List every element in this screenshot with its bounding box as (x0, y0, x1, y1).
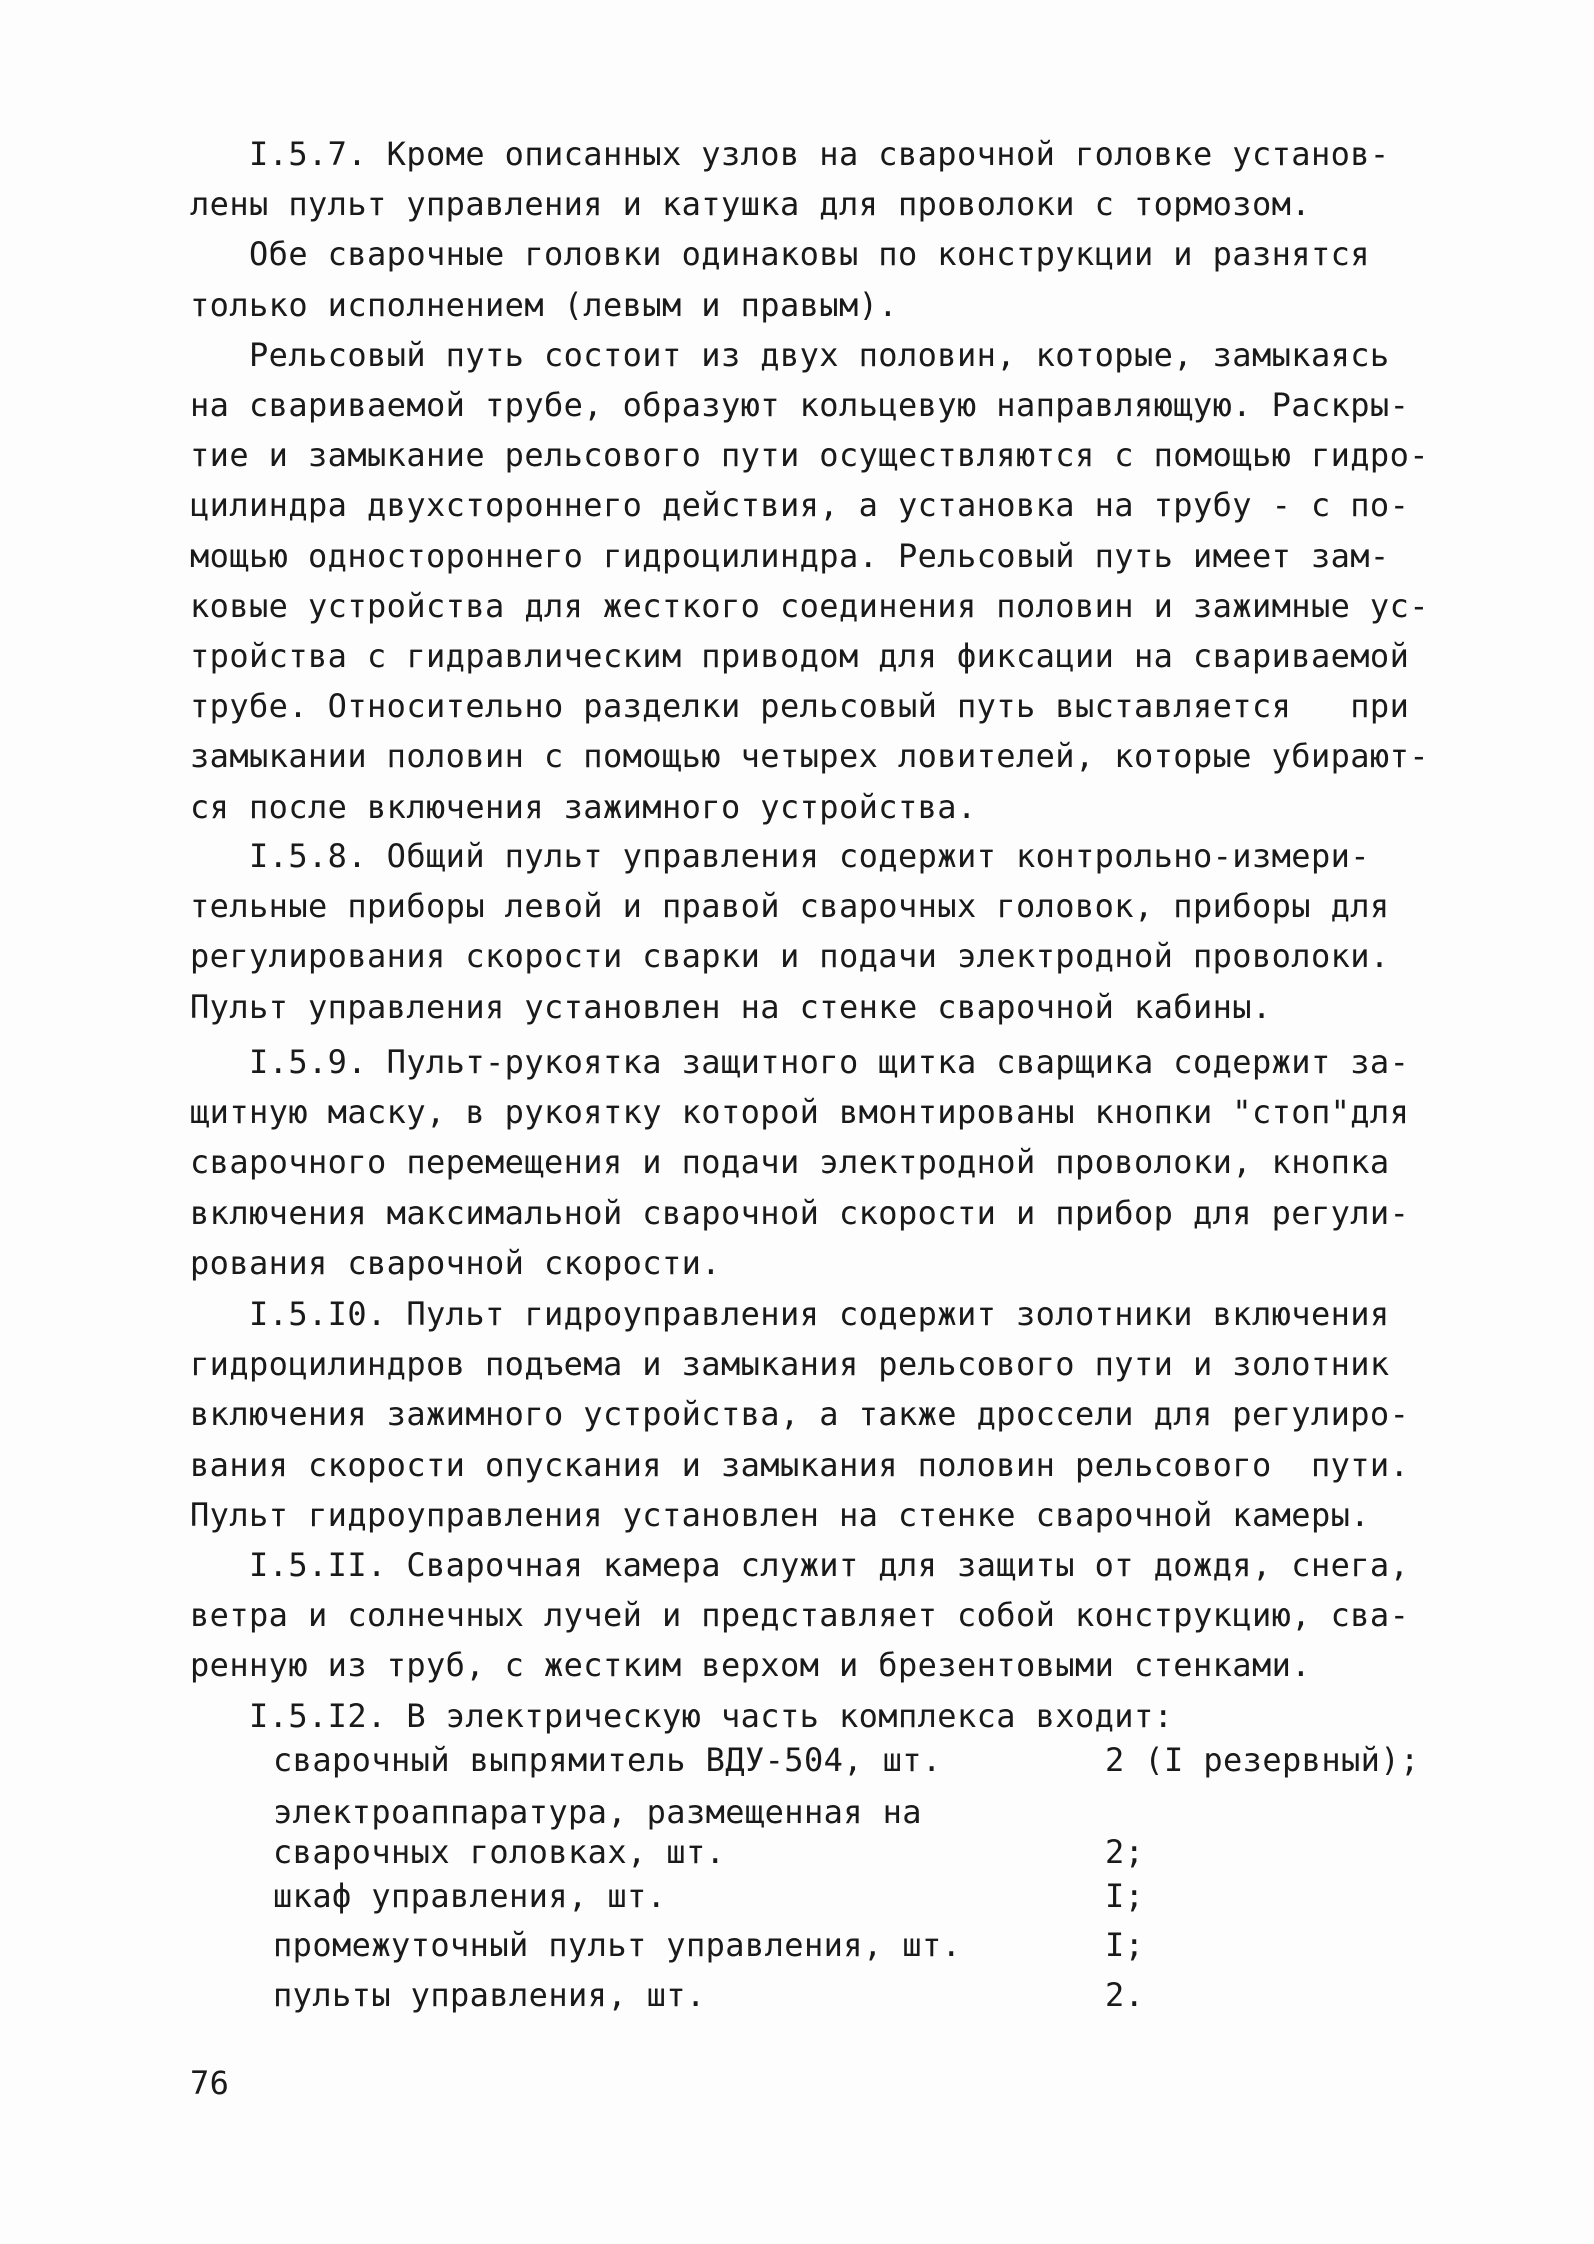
text-line: сварочного перемещения и подачи электродной проволоки, кнопка (190, 1143, 1390, 1182)
text-line: мощью одностороннего гидроцилиндра. Рельсовый путь имеет зам- (190, 536, 1390, 575)
text-line: трубе. Относительно разделки рельсовый путь выставляется при (190, 687, 1410, 726)
text-line: I.5.7. Кроме описанных узлов на сварочной головке установ- (190, 135, 1390, 173)
text-line: Обе сварочные головки одинаковы по конструкции и разнятся (190, 235, 1370, 274)
text-line: Рельсовый путь состоит из двух половин, которые, замыкаясь (190, 335, 1390, 374)
text-line: включения зажимного устройства, а также дроссели для регулиро- (190, 1395, 1410, 1434)
text-line: тие и замыкание рельсового пути осуществляются с помощью гидро- (190, 436, 1429, 475)
text-line: цилиндра двухстороннего действия, а установка на трубу - с по- (190, 486, 1410, 525)
text-line: I.5.9. Пульт-рукоятка защитного щитка сварщика содержит за- (190, 1043, 1410, 1081)
text-line: I.5.II. Сварочная камера служит для защиты от дождя, снега, (190, 1546, 1410, 1584)
text-line: ся после включения зажимного устройства. (190, 787, 977, 826)
list-item-label: промежуточный пульт управления, шт. (273, 1926, 962, 1964)
text-line: лены пульт управления и катушка для проволоки с тормозом. (190, 185, 1311, 224)
text-line: ренную из труб, с жестким верхом и брезентовыми стенками. (190, 1646, 1311, 1685)
page-number: 76 (190, 2064, 230, 2102)
text-line: вания скорости опускания и замыкания половин рельсового пути. (190, 1445, 1410, 1484)
list-item-value: I; (1105, 1877, 1145, 1915)
list-item-value: 2. (1105, 1976, 1145, 2014)
text-line: щитную маску, в рукоятку которой вмонтированы кнопки "стоп"для (190, 1093, 1410, 1132)
text-line: I.5.I2. В электрическую часть комплекса входит: (190, 1697, 1174, 1735)
text-line: I.5.I0. Пульт гидроуправления содержит золотники включения (190, 1295, 1390, 1333)
text-line: тельные приборы левой и правой сварочных головок, приборы для (190, 887, 1390, 926)
text-line: регулирования скорости сварки и подачи электродной проволоки. (190, 937, 1390, 976)
text-line: Пульт гидроуправления установлен на стенке сварочной камеры. (190, 1495, 1370, 1534)
list-item-value: 2; (1105, 1833, 1145, 1871)
list-item-label: пульты управления, шт. (273, 1976, 706, 2014)
text-line: тройства с гидравлическим приводом для фиксации на свариваемой (190, 637, 1410, 675)
list-item-label: электроаппаратура, размещенная на сварочных головках, шт. (273, 1793, 922, 1871)
text-line: рования сварочной скорости. (190, 1243, 721, 1282)
text-line: Пульт управления установлен на стенке сварочной кабины. (190, 987, 1272, 1026)
text-line: I.5.8. Общий пульт управления содержит контрольно-измери- (190, 837, 1370, 875)
text-line: замыкании половин с помощью четырех ловителей, которые убирают- (190, 737, 1429, 776)
text-line: ветра и солнечных лучей и представляет собой конструкцию, сва- (190, 1596, 1410, 1635)
text-line: на свариваемой трубе, образуют кольцевую направляющую. Раскры- (190, 386, 1410, 424)
text-line: включения максимальной сварочной скорости и прибор для регули- (190, 1193, 1410, 1232)
list-item-label: сварочный выпрямитель ВДУ-504, шт. (273, 1741, 942, 1779)
list-item-label: шкаф управления, шт. (273, 1877, 667, 1915)
list-item-value: 2 (I резервный); (1105, 1741, 1420, 1779)
text-line: только исполнением (левым и правым). (190, 285, 898, 324)
list-item-value: I; (1105, 1926, 1145, 1964)
text-line: гидроцилиндров подъема и замыкания рельсового пути и золотник (190, 1345, 1390, 1384)
text-line: ковые устройства для жесткого соединения половин и зажимные ус- (190, 586, 1429, 625)
